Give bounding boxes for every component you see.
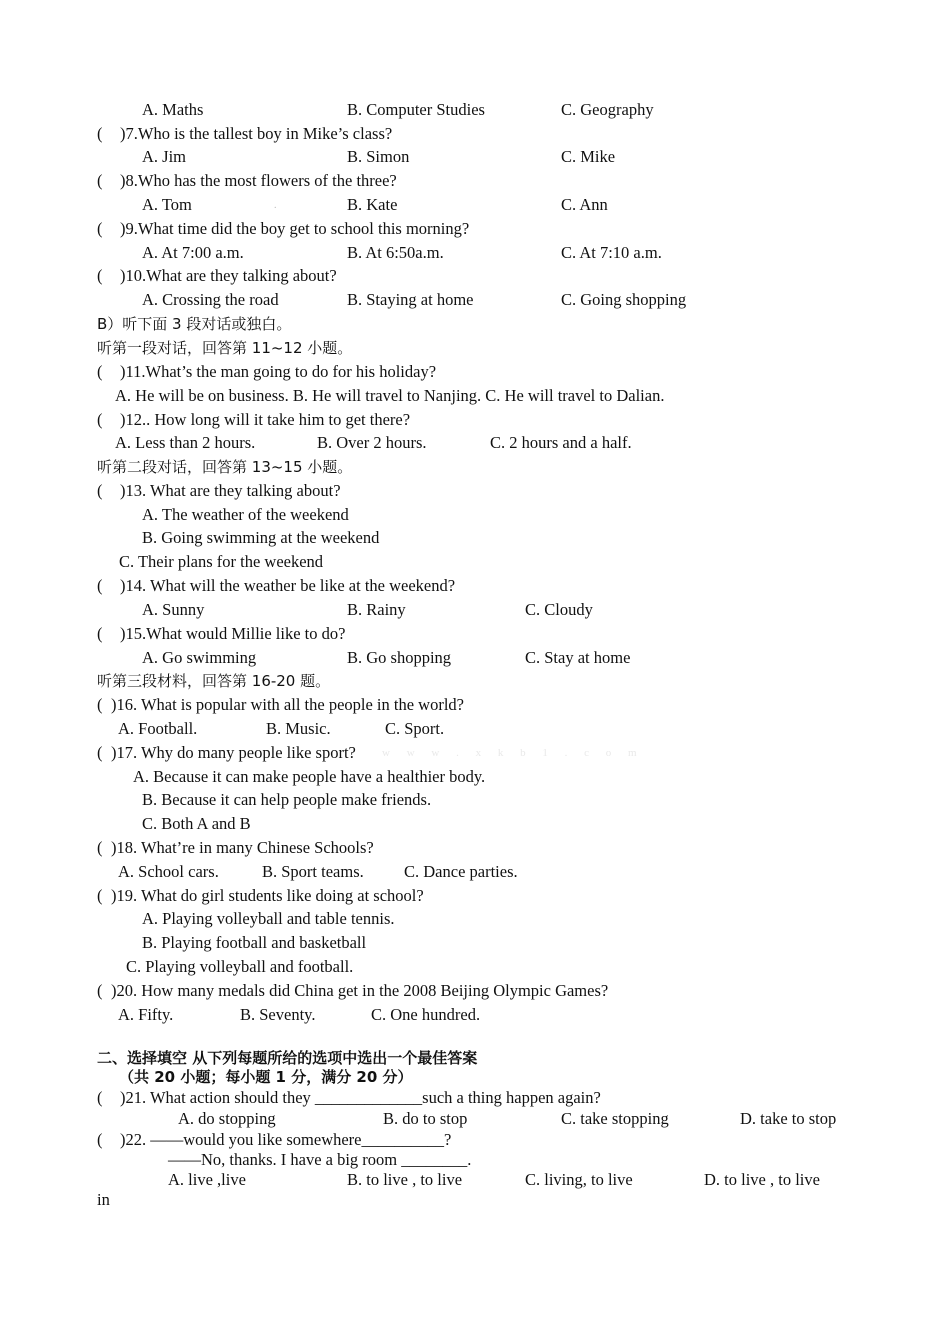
- answer-paren: (: [97, 410, 103, 429]
- option-d: D. to live , to live: [704, 1170, 820, 1189]
- option-b: B. At 6:50a.m.: [347, 243, 444, 262]
- part-heading: 听第一段对话，回答第 11~12 小题。: [97, 339, 353, 357]
- question-16: )16. What is popular with all the people in the world?: [111, 695, 464, 714]
- option-c: C. At 7:10 a.m.: [561, 243, 662, 262]
- option-c: C. 2 hours and a half.: [490, 433, 632, 452]
- answer-paren: (: [97, 624, 103, 643]
- question-18: )18. What’re in many Chinese Schools?: [111, 838, 374, 857]
- option-b: B. Staying at home: [347, 290, 474, 309]
- option-b: B. Go shopping: [347, 648, 452, 667]
- option-c: C. Playing volleyball and football.: [126, 957, 354, 976]
- watermark: w w w . x k b 1 . c o m: [382, 747, 644, 759]
- option-a: A. The weather of the weekend: [142, 505, 349, 524]
- option-c: C. Mike: [561, 147, 616, 166]
- option-a: A. Sunny: [142, 600, 205, 619]
- option-b: B. Computer Studies: [347, 100, 485, 119]
- option-a: A. Maths: [142, 100, 204, 119]
- option-b: B. Over 2 hours.: [317, 433, 427, 452]
- option-a: A. Go swimming: [142, 648, 257, 667]
- answer-paren: (: [97, 1088, 103, 1107]
- question-20: )20. How many medals did China get in the 2008 Beijing Olympic Games?: [111, 981, 609, 1000]
- option-b: B. Seventy.: [240, 1005, 316, 1024]
- option-c: C. Dance parties.: [404, 862, 518, 881]
- question-14: )14. What will the weather be like at the weekend?: [120, 576, 456, 595]
- answer-paren: (: [97, 838, 103, 857]
- answer-paren: (: [97, 171, 103, 190]
- option-d: D. take to stop: [740, 1109, 837, 1128]
- option-c: C. One hundred.: [371, 1005, 481, 1024]
- question-21: )21. What action should they _____________such a thing happen again?: [120, 1088, 601, 1107]
- option-b: B. Playing football and basketball: [142, 933, 367, 952]
- question-11: )11.What’s the man going to do for his holiday?: [120, 362, 437, 381]
- option-a: A. Jim: [142, 147, 187, 166]
- option-d-wrap: in: [97, 1190, 110, 1209]
- option-a: A. Football.: [118, 719, 198, 738]
- option-b: B. to live , to live: [347, 1170, 463, 1189]
- section-title: 二、选择填空 从下列每题所给的选项中选出一个最佳答案: [97, 1049, 478, 1067]
- answer-paren: (: [97, 886, 103, 905]
- answer-paren: (: [97, 576, 103, 595]
- option-a: A. live ,live: [168, 1170, 246, 1189]
- stray-dot: .: [274, 200, 277, 211]
- question-10: )10.What are they talking about?: [120, 266, 337, 285]
- option-c: C. Geography: [561, 100, 654, 119]
- option-b: B. Kate: [347, 195, 398, 214]
- answer-paren: (: [97, 124, 103, 143]
- option-c: C. Cloudy: [525, 600, 593, 619]
- answer-paren: (: [97, 266, 103, 285]
- option-b: B. do to stop: [383, 1109, 468, 1128]
- option-a: A. Playing volleyball and table tennis.: [142, 909, 395, 928]
- option-c: C. Both A and B: [142, 814, 251, 833]
- option-b: B. Sport teams.: [262, 862, 364, 881]
- answer-paren: (: [97, 695, 103, 714]
- option-a: A. Crossing the road: [142, 290, 279, 309]
- option-c: C. living, to live: [525, 1170, 633, 1189]
- question-15: )15.What would Millie like to do?: [120, 624, 346, 643]
- section-heading: B）听下面 3 段对话或独白。: [97, 315, 292, 333]
- answer-paren: (: [97, 743, 103, 762]
- answer-paren: (: [97, 362, 103, 381]
- option-a: A. do stopping: [178, 1109, 276, 1128]
- option-a: A. Because it can make people have a healthier body.: [133, 767, 486, 786]
- answer-paren: (: [97, 981, 103, 1000]
- question-22-reply: ——No, thanks. I have a big room ________.: [168, 1150, 472, 1169]
- question-13: )13. What are they talking about?: [120, 481, 341, 500]
- option-a: A. At 7:00 a.m.: [142, 243, 244, 262]
- option-c: C. Stay at home: [525, 648, 631, 667]
- option-a: A. Tom: [142, 195, 192, 214]
- option-c: C. Their plans for the weekend: [119, 552, 324, 571]
- option-c: C. Sport.: [385, 719, 445, 738]
- option-b: B. Music.: [266, 719, 331, 738]
- answer-paren: (: [97, 219, 103, 238]
- option-b: B. Rainy: [347, 600, 406, 619]
- question-17: )17. Why do many people like sport?: [111, 743, 356, 762]
- section-subtitle: （共 20 小题；每小题 1 分，满分 20 分）: [119, 1068, 413, 1086]
- option-b: B. Simon: [347, 147, 410, 166]
- option-c: C. Going shopping: [561, 290, 687, 309]
- option-a: A. School cars.: [118, 862, 219, 881]
- question-12: )12.. How long will it take him to get there?: [120, 410, 411, 429]
- option-a: A. Fifty.: [118, 1005, 174, 1024]
- part-heading: 听第二段对话，回答第 13~15 小题。: [97, 458, 353, 476]
- options-line: A. He will be on business. B. He will travel to Nanjing. C. He will travel to Dalian.: [115, 386, 665, 405]
- option-c: C. take stopping: [561, 1109, 669, 1128]
- option-a: A. Less than 2 hours.: [115, 433, 256, 452]
- option-c: C. Ann: [561, 195, 608, 214]
- question-7: )7.Who is the tallest boy in Mike’s class?: [120, 124, 393, 143]
- option-b: B. Because it can help people make friends.: [142, 790, 432, 809]
- question-19: )19. What do girl students like doing at school?: [111, 886, 424, 905]
- answer-paren: (: [97, 1130, 103, 1149]
- question-8: )8.Who has the most flowers of the three?: [120, 171, 397, 190]
- answer-paren: (: [97, 481, 103, 500]
- question-9: )9.What time did the boy get to school this morning?: [120, 219, 470, 238]
- part-heading: 听第三段材料，回答第 16-20 题。: [97, 672, 331, 690]
- question-22: )22. ——would you like somewhere__________?: [120, 1130, 452, 1149]
- option-b: B. Going swimming at the weekend: [142, 528, 380, 547]
